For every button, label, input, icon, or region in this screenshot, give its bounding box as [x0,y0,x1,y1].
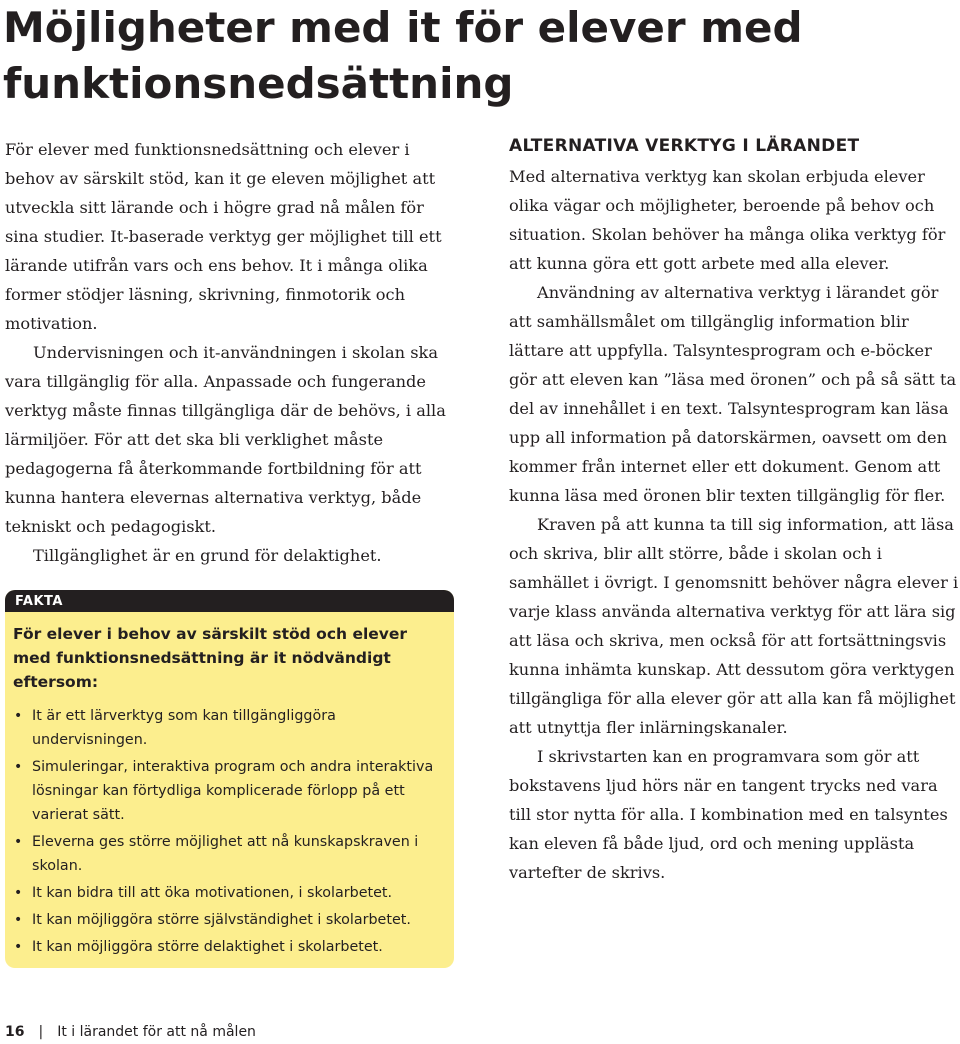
list-item-text: It är ett lärverktyg som kan tillgängliggöra undervisningen. [32,708,336,748]
list-item [13,935,443,959]
fact-box-list [5,704,443,959]
bullet-icon: • [14,759,23,775]
list-item-text: It kan möjliggöra större delaktighet i skolarbetet. [32,939,383,955]
section-heading: ALTERNATIVA VERKTYG I LÄRANDET [509,136,860,156]
fact-box-lead: För elever i behov av särskilt stöd och elever med funktionsnedsättning är it nödvändigt eftersom: [13,625,408,691]
right-column [509,134,960,887]
bullet-icon: • [14,885,23,901]
body-paragraph: Med alternativa verktyg kan skolan erbjuda elever olika vägar och möjligheter, beroende på behov och situation. Skolan behöver ha många olika verktyg för att kunna göra ett gott arbete med alla elever. [509,167,946,273]
bullet-icon: • [14,939,23,955]
list-item [13,830,443,878]
list-item-text: It kan möjliggöra större självständighet i skolarbetet. [32,912,411,928]
fact-box [5,590,454,968]
left-column [5,135,460,570]
page-footer [5,1020,256,1044]
bullet-icon: • [14,708,23,724]
list-item-text: Simuleringar, interaktiva program och andra interaktiva lösningar kan förtydliga komplicerade förlopp på ett varierat sätt. [32,759,434,823]
running-title: It i lärandet för att nå målen [57,1024,256,1040]
list-item-text: Eleverna ges större möjlighet att nå kunskapskraven i skolan. [32,834,419,874]
body-paragraph: Tillgänglighet är en grund för delaktighet. [33,546,382,565]
body-paragraph: Användning av alternativa verktyg i lärandet gör att samhällsmålet om tillgänglig information blir lättare att uppfylla. Talsyntesprogram och e-böcker gör att eleven kan ”läsa med öronen” och på så sätt ta del av innehållet i en text. Talsyntesprogram kan läsa upp all information på datorskärmen, oavsett om den kommer från internet eller ett dokument. Genom att kunna läsa med öronen blir texten tillgänglig för fler. [509,283,957,505]
list-item [13,908,443,932]
list-item [13,881,443,905]
footer-separator: | [38,1024,44,1040]
body-paragraph: För elever med funktionsnedsättning och elever i behov av särskilt stöd, kan it ge eleven möjlighet att utveckla sitt lärande och i högre grad nå målen för sina studier. It-baserade verktyg ger möjlighet till ett lärande utifrån vars och ens behov. It i många olika former stödjer läsning, skrivning, finmotorik och motivation. [5,140,442,333]
body-paragraph: Undervisningen och it-användningen i skolan ska vara tillgänglig för alla. Anpassade och fungerande verktyg måste finnas tillgängliga där de behövs, i alla lärmiljöer. För att det ska bli verklighet måste pedagogerna få återkommande fortbildning för att kunna hantera elevernas alternativa verktyg, både tekniskt och pedagogiskt. [5,343,446,536]
bullet-icon: • [14,834,23,850]
list-item-text: It kan bidra till att öka motivationen, i skolarbetet. [32,885,393,901]
body-paragraph: I skrivstarten kan en programvara som gör att bokstavens ljud hörs när en tangent trycks ned vara till stor nytta för alla. I kombination med en talsyntes kan eleven få både ljud, ord och mening upplästa vartefter de skrivs. [509,747,948,882]
page-number: 16 [5,1024,25,1040]
list-item [13,755,443,827]
body-paragraph: Kraven på att kunna ta till sig information, att läsa och skriva, blir allt större, både i skolan och i samhället i övrigt. I genomsnitt behöver några elever i varje klass använda alternativa verktyg för att lära sig att läsa och skriva, men också för att fortsättningsvis kunna inhämta kunskap. Att dessutom göra verktygen tillgängliga för alla elever gör att alla kan få möjlighet att utnyttja fler inlärningskanaler. [509,515,959,737]
fact-box-label: FAKTA [5,590,454,612]
page-title: Möjligheter med it för elever med funktionsnedsättning [3,3,803,108]
bullet-icon: • [14,912,23,928]
list-item [13,704,443,752]
